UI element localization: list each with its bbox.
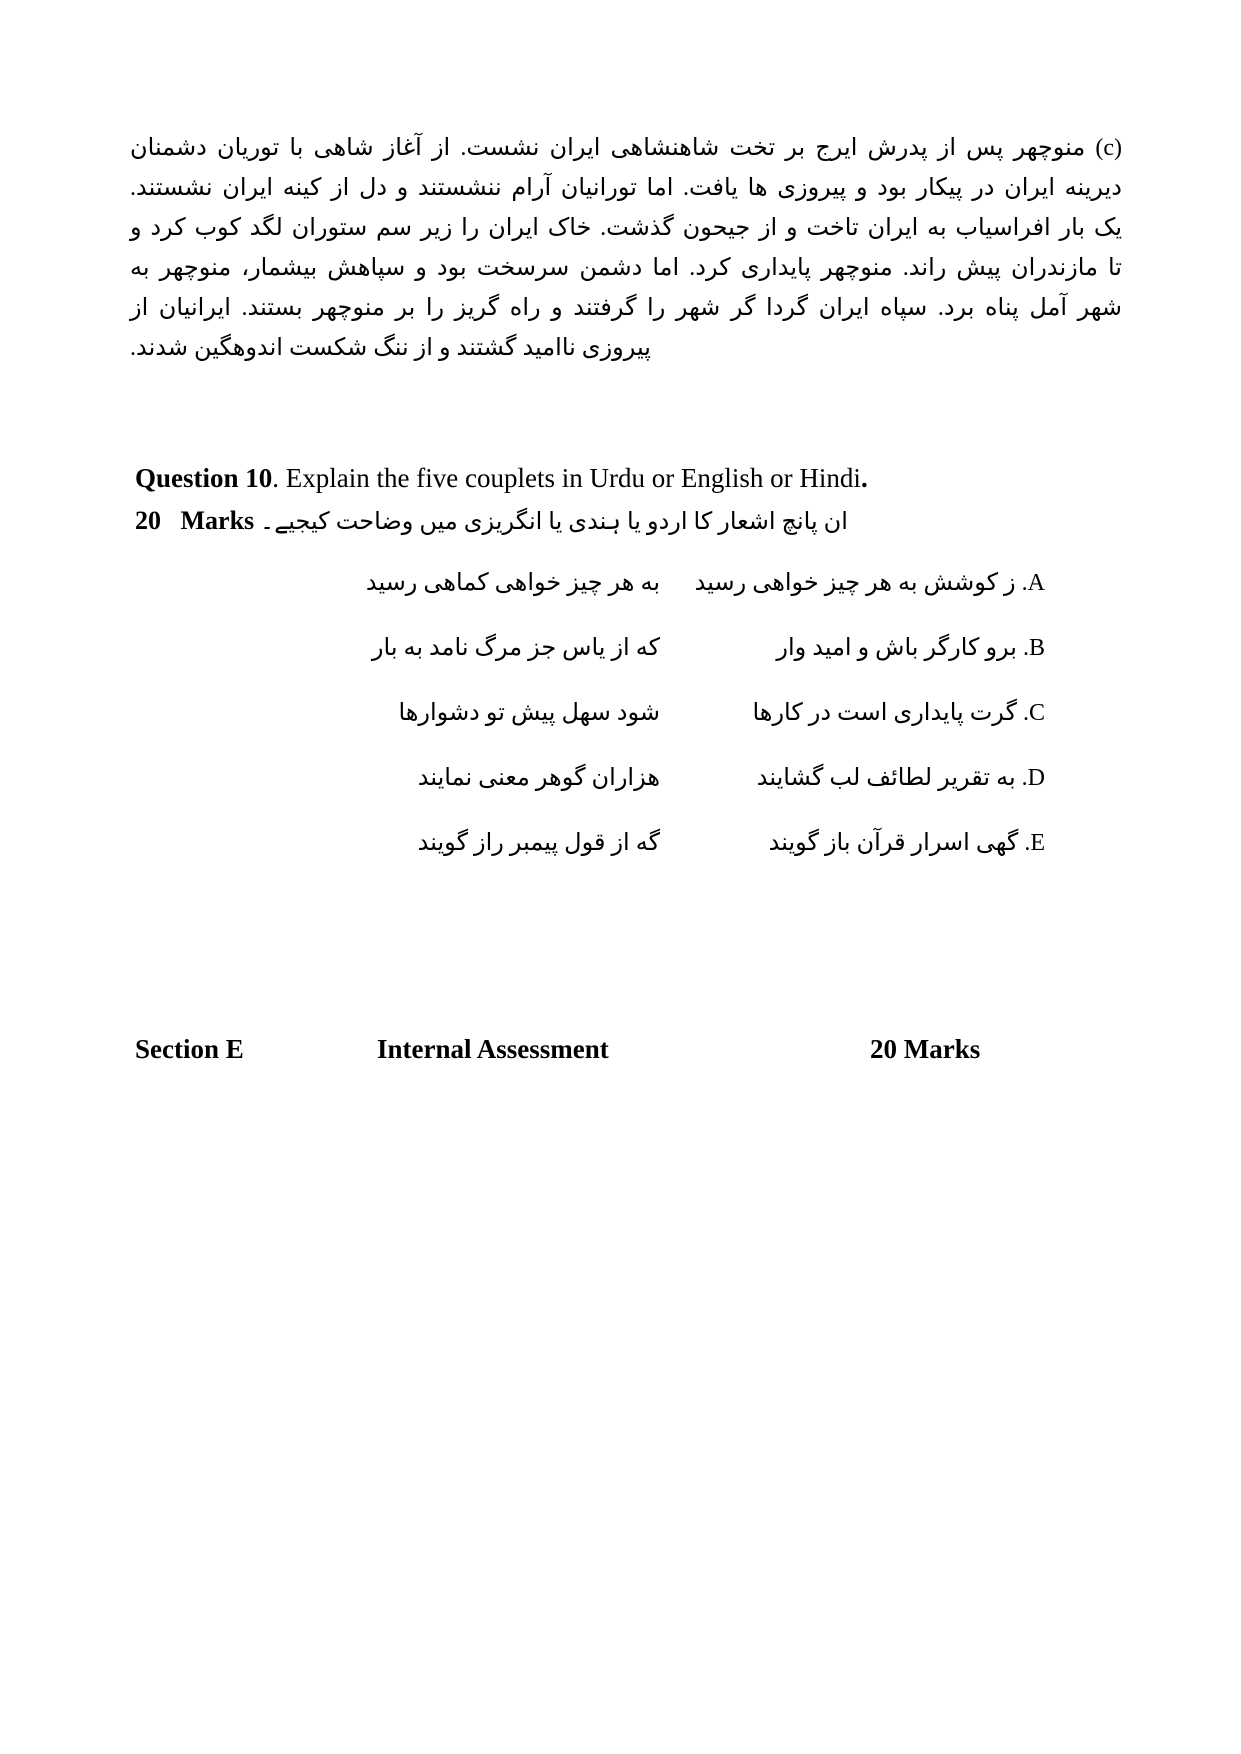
question-text: . Explain the five couplets in Urdu or English or Hindi	[272, 463, 861, 493]
couplet-row-a	[295, 568, 1045, 633]
section-title: Internal Assessment	[377, 1034, 609, 1064]
section-marks: 20 Marks	[870, 1034, 981, 1064]
passage-line: پیروزی ناامید گشتند و از ننگ شکست اندوهگین شدند.	[130, 335, 651, 361]
couplet-second-hemistich: شود سهل پیش تو دشوارها	[398, 700, 660, 726]
couplet-second-hemistich: گه از قول پیمبر راز گویند	[417, 830, 660, 856]
couplet-second-hemistich: به هر چیز خواهی کماهی رسید	[365, 570, 660, 596]
question-marks-line	[135, 502, 1127, 541]
couplet-first-hemistich: B. برو کارگر باش و امید وار	[776, 635, 1045, 661]
urdu-instruction: ان پانچ اشعار کا اردو یا ہندی یا انگریزی میں وضاحت کیجیے۔	[260, 509, 848, 535]
marks-label: 20 Marks	[135, 506, 255, 535]
question-title	[135, 460, 1127, 496]
couplet-row-d	[295, 763, 1045, 828]
question-text-period: .	[860, 463, 868, 493]
question-10-block	[135, 460, 1127, 541]
couplet-second-hemistich: هزاران گوهر معنی نمایند	[417, 765, 660, 791]
couplet-row-c	[295, 698, 1045, 763]
section-e-row	[135, 1034, 1127, 1074]
section-name: Section E	[135, 1034, 244, 1064]
passage-line: دیرینه ایران در پیکار بود و پیروزی ها یافت. اما تورانیان آرام ننشستند و دل از کینه ایران نشستند.	[130, 175, 1122, 201]
couplet-row-b	[295, 633, 1045, 698]
couplet-first-hemistich: D. به تقریر لطائف لب گشایند	[756, 765, 1045, 791]
couplets-list	[295, 568, 1045, 893]
passage-line: (c) منوچهر پس از پدرش ایرج بر تخت شاهنشاهی ایران نشست. از آغاز شاهی با توریان دشمنان	[130, 135, 1122, 161]
passage-line: شهر آمل پناه برد. سپاه ایران گردا گر شهر را گرفتند و راه گریز را بر منوچهر بستند. ایرانیان از	[130, 295, 1122, 321]
couplet-first-hemistich: E. گهی اسرار قرآن باز گویند	[768, 830, 1045, 856]
passage-line: یک بار افراسیاب به ایران تاخت و از جیحون گذشت. خاک ایران را زیر سم ستوران لگد کوب کرد و	[130, 215, 1122, 241]
couplet-first-hemistich: C. گرت پایداری است در کارها	[752, 700, 1045, 726]
question-number: Question 10	[135, 463, 273, 493]
passage-line: تا مازندران پیش راند. منوچهر پایداری کرد. اما دشمن سرسخت بود و سپاهش بیشمار، منوچهر به	[130, 255, 1122, 281]
persian-passage	[130, 128, 1122, 368]
couplet-second-hemistich: که از یاس جز مرگ نامد به بار	[371, 635, 660, 661]
couplet-first-hemistich: A. ز کوشش به هر چیز خواهی رسید	[694, 570, 1045, 596]
couplet-row-e	[295, 828, 1045, 893]
